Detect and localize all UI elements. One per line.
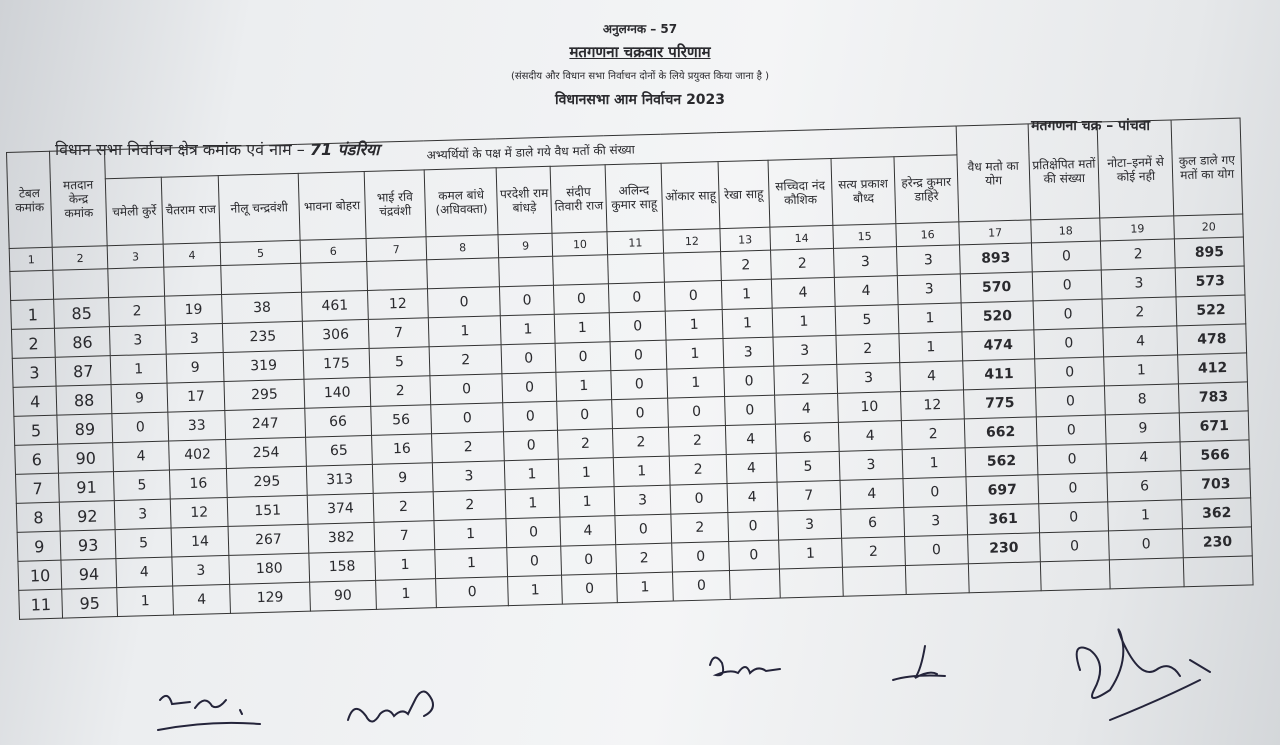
table-cell: 0 xyxy=(500,285,555,316)
table-cell: 520 xyxy=(961,301,1034,332)
table-cell: 573 xyxy=(1176,266,1245,297)
table-cell: 180 xyxy=(229,553,310,584)
table-cell: 0 xyxy=(431,403,504,434)
column-number: 7 xyxy=(366,237,427,262)
results-body xyxy=(9,214,1253,619)
table-cell: 140 xyxy=(304,377,370,408)
table-cell: 0 xyxy=(557,400,612,431)
candidate-column-header: अलिन्द कुमार साहू xyxy=(605,163,663,232)
table-cell: 402 xyxy=(169,439,226,470)
candidate-column-header: हरेन्द्र कुमार डाहिरे xyxy=(894,155,959,224)
table-cell: 0 xyxy=(561,545,616,576)
table-cell: 295 xyxy=(226,466,307,497)
table-cell xyxy=(968,562,1041,593)
table-cell: 4 xyxy=(900,361,964,392)
table-cell xyxy=(1110,558,1185,589)
table-cell: 1 xyxy=(117,586,174,617)
table-cell: 3 xyxy=(109,325,166,356)
table-cell: 0 xyxy=(609,311,666,342)
table-cell: 2 xyxy=(108,296,165,327)
table-cell: 0 xyxy=(672,541,729,572)
table-cell xyxy=(301,261,367,292)
signature-4 xyxy=(885,640,985,694)
table-cell: 0 xyxy=(1035,357,1105,388)
table-cell: 4 xyxy=(774,393,838,424)
table-cell: 0 xyxy=(728,511,779,541)
table-cell: 0 xyxy=(724,395,775,425)
table-cell: 1 xyxy=(560,487,615,518)
table-cell: 10 xyxy=(837,392,901,423)
results-table-wrapper xyxy=(6,118,1254,620)
table-cell xyxy=(221,263,302,294)
table-cell: 90 xyxy=(310,580,376,611)
column-number: 11 xyxy=(607,230,664,255)
table-cell: 0 xyxy=(506,517,561,548)
table-cell: 0 xyxy=(729,540,780,570)
table-cell: 0 xyxy=(428,287,501,318)
signature-2 xyxy=(340,680,480,744)
table-cell: 2 xyxy=(1101,239,1176,270)
table-cell xyxy=(729,569,780,599)
table-cell: 0 xyxy=(673,570,730,601)
table-cell: 361 xyxy=(967,504,1040,535)
table-cell: 2 xyxy=(671,512,728,543)
table-cell: 2 xyxy=(670,455,727,486)
table-cell: 8 xyxy=(1105,384,1180,415)
table-cell: 461 xyxy=(302,290,368,321)
column-number: 16 xyxy=(896,222,960,247)
table-cell xyxy=(607,253,664,284)
table-cell: 1 xyxy=(435,548,508,579)
column-number: 13 xyxy=(720,227,771,251)
table-cell: 0 xyxy=(668,397,725,428)
table-cell: 19 xyxy=(165,295,222,326)
table-cell: 2 xyxy=(1102,297,1177,328)
table-cell: 0 xyxy=(724,366,775,396)
table-cell: 1 xyxy=(556,371,611,402)
column-number: 19 xyxy=(1100,216,1175,241)
table-cell: 151 xyxy=(227,495,308,526)
table-cell: 94 xyxy=(61,559,116,590)
column-number: 17 xyxy=(959,220,1031,245)
table-cell: 4 xyxy=(838,421,902,452)
table-cell: 6 xyxy=(15,444,59,474)
table-cell: 5 xyxy=(113,470,170,501)
table-cell: 230 xyxy=(1183,527,1252,558)
table-cell: 0 xyxy=(611,398,668,429)
table-cell: 1 xyxy=(559,458,614,489)
candidate-column-header: चैतराम राज xyxy=(162,176,220,245)
table-cell: 703 xyxy=(1181,469,1250,500)
table-cell: 9 xyxy=(17,531,61,561)
table-cell: 158 xyxy=(309,551,375,582)
table-cell: 0 xyxy=(554,284,609,315)
table-cell: 86 xyxy=(55,327,110,358)
table-cell: 0 xyxy=(610,340,667,371)
table-cell xyxy=(1184,556,1253,587)
table-cell: 0 xyxy=(615,514,672,545)
table-cell: 6 xyxy=(1107,471,1182,502)
column-number: 15 xyxy=(833,224,897,249)
table-cell: 0 xyxy=(905,535,969,566)
page-subtitle: (संसदीय और विधान सभा निर्वाचन दोनों के लिये प्रयुक्त किया जाना है ) xyxy=(510,71,770,82)
candidates-group-header: अभ्यर्थियों के पक्ष में डाले गये वैध मतों की संख्या xyxy=(104,126,957,179)
table-cell xyxy=(427,258,500,289)
table-cell: 0 xyxy=(1039,502,1109,533)
table-cell: 0 xyxy=(504,430,559,461)
table-cell: 1 xyxy=(721,279,772,309)
table-cell: 11 xyxy=(19,589,63,619)
table-cell: 4 xyxy=(727,482,778,512)
table-cell: 175 xyxy=(303,348,369,379)
table-cell: 91 xyxy=(59,472,114,503)
table-cell: 0 xyxy=(502,372,557,403)
column-number: 2 xyxy=(53,246,108,271)
table-cell: 1 xyxy=(667,368,724,399)
table-cell: 254 xyxy=(225,437,306,468)
table-cell: 1 xyxy=(898,303,962,334)
column-header: कुल डाले गए मतों का योग xyxy=(1171,118,1242,216)
table-cell: 0 xyxy=(556,342,611,373)
table-cell: 7 xyxy=(777,480,841,511)
table-cell: 0 xyxy=(562,574,617,605)
table-cell: 1 xyxy=(778,538,842,569)
table-cell: 0 xyxy=(507,546,562,577)
table-cell: 697 xyxy=(966,475,1039,506)
candidate-column-header: भावना बोहरा xyxy=(299,172,366,241)
table-cell: 1 xyxy=(902,448,966,479)
table-cell: 16 xyxy=(371,434,433,465)
candidate-column-header: संदीप तिवारी राज xyxy=(551,165,607,233)
table-cell xyxy=(108,267,165,298)
table-cell: 7 xyxy=(374,521,436,552)
column-number: 8 xyxy=(426,235,498,260)
table-cell: 5 xyxy=(369,347,431,378)
table-cell: 411 xyxy=(963,359,1036,390)
table-cell: 1 xyxy=(11,299,55,329)
table-cell: 1 xyxy=(429,316,502,347)
table-cell: 66 xyxy=(305,406,371,437)
column-number: 3 xyxy=(107,244,164,269)
table-cell: 1 xyxy=(374,550,436,581)
table-cell: 566 xyxy=(1180,440,1249,471)
signature-1 xyxy=(150,680,290,744)
table-cell: 2 xyxy=(720,250,771,280)
table-cell: 56 xyxy=(370,405,432,436)
table-cell: 3 xyxy=(897,274,961,305)
table-cell: 0 xyxy=(608,282,665,313)
table-cell: 1 xyxy=(666,310,723,341)
table-cell: 16 xyxy=(170,468,227,499)
table-cell: 3 xyxy=(896,245,960,276)
table-cell: 230 xyxy=(968,533,1041,564)
table-cell: 65 xyxy=(306,435,372,466)
signature-5 xyxy=(1060,620,1230,734)
table-cell: 33 xyxy=(168,410,225,441)
table-cell: 9 xyxy=(167,353,224,384)
table-cell: 1 xyxy=(504,459,559,490)
table-cell: 0 xyxy=(430,374,503,405)
table-cell: 478 xyxy=(1177,324,1246,355)
table-cell: 319 xyxy=(223,350,304,381)
table-cell: 0 xyxy=(611,369,668,400)
candidate-column-header: ओंकार साहू xyxy=(661,162,719,231)
table-cell: 374 xyxy=(307,493,373,524)
table-cell: 12 xyxy=(171,497,228,528)
table-cell: 306 xyxy=(303,319,369,350)
table-cell: 0 xyxy=(903,477,967,508)
page-title: मतगणना चक्रवार परिणाम xyxy=(569,43,711,61)
candidate-column-header: भाई रवि चंद्रवंशी xyxy=(364,170,427,239)
table-cell: 1 xyxy=(505,488,560,519)
table-cell xyxy=(779,567,843,598)
table-cell: 9 xyxy=(111,383,168,414)
candidate-column-header: नीलू चन्द्रवंशी xyxy=(218,173,300,242)
table-cell: 1 xyxy=(722,308,773,338)
column-number: 12 xyxy=(663,229,720,254)
table-cell: 4 xyxy=(1106,442,1181,473)
table-cell: 95 xyxy=(62,588,117,619)
table-cell: 0 xyxy=(501,343,556,374)
table-cell: 7 xyxy=(368,318,430,349)
table-cell: 2 xyxy=(842,537,906,568)
column-header: मतदान केन्द्र कमांक xyxy=(50,150,107,247)
table-cell: 2 xyxy=(429,345,502,376)
table-cell: 1 xyxy=(899,332,963,363)
table-cell: 3 xyxy=(839,450,903,481)
table-cell xyxy=(905,564,969,595)
table-cell: 382 xyxy=(308,522,374,553)
table-cell: 474 xyxy=(962,330,1035,361)
column-header: टेबल कमांक xyxy=(7,151,53,248)
table-cell: 5 xyxy=(115,528,172,559)
column-number: 5 xyxy=(220,240,301,265)
table-cell: 3 xyxy=(904,506,968,537)
table-cell: 5 xyxy=(14,415,58,445)
column-number: 9 xyxy=(498,233,553,258)
constituency-label: विधान सभा निर्वाचन क्षेत्र कमांक एवं नाम – xyxy=(55,140,305,159)
table-cell: 4 xyxy=(834,276,898,307)
table-cell xyxy=(664,252,721,283)
column-header: नोटा–इनमें से कोई नही xyxy=(1097,120,1174,218)
candidate-column-header: सच्चिदा नंद कौशिक xyxy=(768,158,833,227)
table-cell: 5 xyxy=(776,451,840,482)
table-cell: 1 xyxy=(110,354,167,385)
table-cell: 0 xyxy=(1039,531,1109,562)
table-cell: 6 xyxy=(841,508,905,539)
table-cell: 8 xyxy=(16,502,60,532)
table-cell: 2 xyxy=(434,490,507,521)
table-cell: 1 xyxy=(613,456,670,487)
table-cell: 295 xyxy=(224,379,305,410)
table-cell: 671 xyxy=(1180,411,1249,442)
table-cell: 783 xyxy=(1179,382,1248,413)
table-cell xyxy=(553,255,608,286)
table-cell xyxy=(499,256,554,287)
table-cell: 89 xyxy=(57,414,112,445)
table-cell: 893 xyxy=(960,243,1033,274)
table-cell: 3 xyxy=(837,363,901,394)
table-cell: 1 xyxy=(555,313,610,344)
table-cell: 313 xyxy=(307,464,373,495)
table-cell: 2 xyxy=(369,376,431,407)
table-cell: 3 xyxy=(723,337,774,367)
table-cell: 247 xyxy=(225,408,306,439)
table-cell: 570 xyxy=(960,272,1033,303)
table-cell: 2 xyxy=(11,328,55,358)
signature-3 xyxy=(700,645,820,699)
table-cell: 4 xyxy=(771,277,835,308)
column-number: 10 xyxy=(552,232,607,257)
counting-round: मतगणना चक्र – पांचवा xyxy=(1031,118,1150,134)
table-cell: 88 xyxy=(57,385,112,416)
table-cell: 4 xyxy=(726,453,777,483)
table-cell: 17 xyxy=(167,382,224,413)
column-number: 4 xyxy=(163,243,220,268)
table-cell: 85 xyxy=(54,298,109,329)
table-cell: 9 xyxy=(1106,413,1181,444)
table-cell: 2 xyxy=(616,543,673,574)
table-cell: 6 xyxy=(775,422,839,453)
table-cell: 12 xyxy=(900,390,964,421)
table-cell: 93 xyxy=(61,530,116,561)
table-cell: 38 xyxy=(221,292,302,323)
table-cell: 0 xyxy=(1035,386,1105,417)
column-header: प्रतिक्षेपित मतों की संख्या xyxy=(1028,122,1100,220)
table-cell: 3 xyxy=(833,247,897,278)
candidate-column-header: कमल बांधे (अधिवक्ता) xyxy=(425,168,499,237)
table-cell: 2 xyxy=(612,427,669,458)
table-cell: 5 xyxy=(835,305,899,336)
table-cell: 4 xyxy=(13,386,57,416)
table-cell: 0 xyxy=(1033,299,1103,330)
table-cell: 1 xyxy=(434,519,507,550)
candidate-column-header: रेखा साहू xyxy=(718,160,770,228)
table-cell: 1 xyxy=(1108,500,1183,531)
constituency-value: 71 पंडरिया xyxy=(309,140,380,159)
table-cell: 87 xyxy=(56,356,111,387)
table-cell: 4 xyxy=(173,584,230,615)
table-cell: 412 xyxy=(1178,353,1247,384)
table-cell xyxy=(53,269,108,300)
table-cell: 2 xyxy=(432,432,505,463)
column-number: 14 xyxy=(770,225,834,250)
table-cell: 2 xyxy=(770,248,834,279)
table-cell: 1 xyxy=(1104,355,1179,386)
column-number: 6 xyxy=(300,238,366,263)
table-cell: 1 xyxy=(772,306,836,337)
election-name: विधानसभा आम निर्वाचन 2023 xyxy=(554,92,726,108)
table-cell: 12 xyxy=(367,289,429,320)
table-cell: 0 xyxy=(1032,270,1102,301)
table-cell xyxy=(366,260,428,291)
table-cell: 3 xyxy=(172,555,229,586)
table-cell: 235 xyxy=(222,321,303,352)
table-cell: 662 xyxy=(964,417,1037,448)
table-cell: 0 xyxy=(670,484,727,515)
table-cell xyxy=(1040,560,1110,591)
annexure-number: अनुलग्नक – 57 xyxy=(602,22,678,36)
table-cell: 92 xyxy=(60,501,115,532)
table-cell: 522 xyxy=(1176,295,1245,326)
table-cell: 1 xyxy=(616,572,673,603)
table-cell: 129 xyxy=(230,582,311,613)
table-cell: 3 xyxy=(773,335,837,366)
table-cell: 1 xyxy=(666,339,723,370)
table-cell: 3 xyxy=(433,461,506,492)
table-cell: 2 xyxy=(373,492,435,523)
table-cell: 3 xyxy=(12,357,56,387)
candidate-column-header: सत्य प्रकाश बौध्द xyxy=(831,157,896,226)
table-cell: 1 xyxy=(508,575,563,606)
table-cell xyxy=(164,266,221,297)
table-cell: 2 xyxy=(836,334,900,365)
table-cell: 2 xyxy=(901,419,965,450)
table-cell: 3 xyxy=(1102,268,1177,299)
table-cell: 1 xyxy=(375,579,437,610)
table-cell: 0 xyxy=(1037,444,1107,475)
column-number: 1 xyxy=(9,247,53,271)
table-cell: 2 xyxy=(558,429,613,460)
table-cell: 14 xyxy=(171,526,228,557)
table-cell: 895 xyxy=(1175,237,1244,268)
table-cell: 0 xyxy=(1038,473,1108,504)
table-cell: 0 xyxy=(1031,241,1101,272)
table-cell: 3 xyxy=(778,509,842,540)
candidate-column-header: चमेली कुर्रे xyxy=(105,177,163,246)
table-cell: 3 xyxy=(614,485,671,516)
table-cell: 0 xyxy=(665,281,722,312)
table-cell: 267 xyxy=(228,524,309,555)
table-cell: 0 xyxy=(1034,328,1104,359)
table-cell: 10 xyxy=(18,560,62,590)
results-table xyxy=(6,118,1254,620)
table-cell: 0 xyxy=(112,412,169,443)
table-cell: 4 xyxy=(1103,326,1178,357)
table-cell xyxy=(842,566,906,597)
table-cell: 0 xyxy=(1036,415,1106,446)
table-cell: 3 xyxy=(114,499,171,530)
table-cell: 362 xyxy=(1182,498,1251,529)
table-cell: 9 xyxy=(372,463,434,494)
candidate-column-header: परदेशी राम बांधड़े xyxy=(496,166,552,234)
table-cell: 4 xyxy=(560,516,615,547)
column-number: 18 xyxy=(1031,218,1101,243)
column-number: 20 xyxy=(1174,214,1243,239)
table-cell: 0 xyxy=(503,401,558,432)
column-header: वैध मतो का योग xyxy=(956,124,1030,222)
table-cell: 90 xyxy=(58,443,113,474)
table-cell: 562 xyxy=(965,446,1038,477)
table-cell: 4 xyxy=(840,479,904,510)
table-cell: 0 xyxy=(1109,529,1184,560)
table-cell: 0 xyxy=(436,577,509,608)
table-cell: 1 xyxy=(500,314,555,345)
table-cell xyxy=(10,270,54,300)
table-cell: 4 xyxy=(116,557,173,588)
table-cell: 4 xyxy=(725,424,776,454)
table-cell: 7 xyxy=(16,473,60,503)
table-cell: 2 xyxy=(669,426,726,457)
table-cell: 3 xyxy=(166,324,223,355)
table-cell: 775 xyxy=(964,388,1037,419)
table-cell: 4 xyxy=(112,441,169,472)
table-cell: 2 xyxy=(774,364,838,395)
